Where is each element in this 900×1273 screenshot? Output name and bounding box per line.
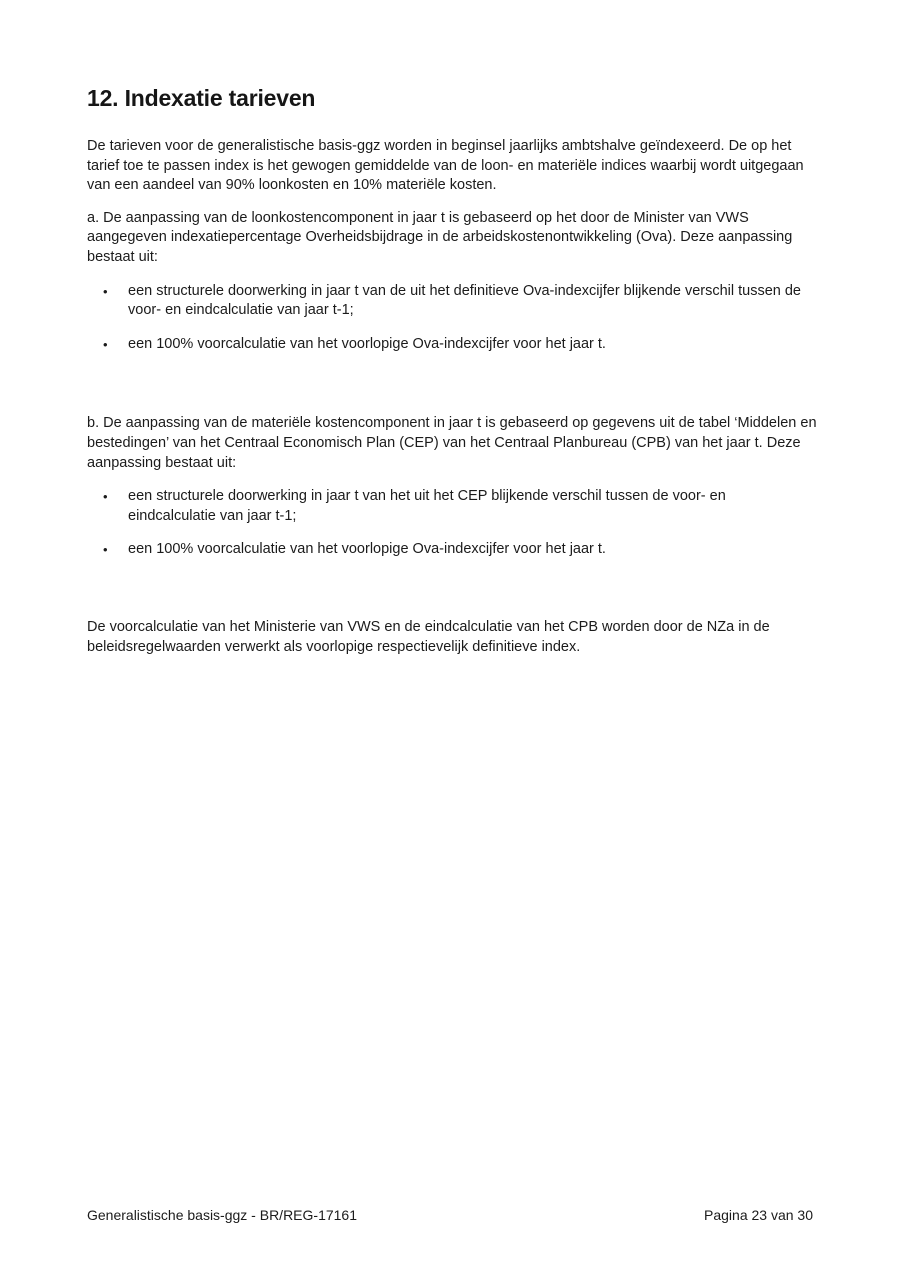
bullet-text: een 100% voorcalculatie van het voorlopige Ova-indexcijfer voor het jaar t. [128, 335, 606, 352]
bullet-dot-icon: • [103, 336, 108, 352]
section-b-lead-paragraph: b. De aanpassing van de materiële kostencomponent in jaar t is gebaseerd op gegevens uit de tabel ‘Middelen en bestedingen’ van het Centraal Economisch Plan (CEP) van het Centraal Planbureau (CPB) van het jaar t. Deze aanpassing bestaat uit: [87, 415, 817, 471]
section-b-bullet-list [87, 487, 817, 560]
footer-page-number: Pagina 23 van 30 [704, 1207, 813, 1223]
bullet-text: een structurele doorwerking in jaar t van het uit het CEP blijkende verschil tussen de voor- en eindcalculatie van jaar t-1; [128, 488, 726, 524]
section-a-bullet-1 [87, 282, 817, 321]
chapter-heading: 12. Indexatie tarieven [87, 85, 316, 111]
section-a-bullet-2 [87, 335, 817, 355]
intro-paragraph: De tarieven voor de generalistische basis-ggz worden in beginsel jaarlijks ambtshalve geïndexeerd. De op het tarief toe te passen index is het gewogen gemiddelde van de loon- en materiële indices waarbij wordt uitgegaan van een aandeel van 90% loonkosten en 10% materiële kosten. [87, 138, 804, 194]
document-body [87, 0, 817, 657]
footer-document-id: Generalistische basis-ggz - BR/REG-17161 [87, 1207, 358, 1223]
bullet-dot-icon: • [103, 283, 108, 299]
section-b-bullet-2 [87, 540, 817, 560]
bullet-dot-icon: • [103, 489, 108, 505]
closing-paragraph: De voorcalculatie van het Ministerie van VWS en de eindcalculatie van het CPB worden door de NZa in de beleidsregelwaarden verwerkt als voorlopige respectievelijk definitieve index. [87, 618, 770, 655]
bullet-text: een 100% voorcalculatie van het voorlopige Ova-indexcijfer voor het jaar t. [128, 541, 606, 558]
page-footer [87, 1206, 813, 1224]
bullet-text: een structurele doorwerking in jaar t van de uit het definitieve Ova-indexcijfer blijkende verschil tussen de voor- en eindcalculatie van jaar t-1; [128, 282, 801, 319]
bullet-dot-icon: • [103, 542, 108, 558]
section-b-bullet-1 [87, 487, 817, 526]
section-a-bullet-list [87, 282, 817, 355]
section-a-lead-paragraph: a. De aanpassing van de loonkostencomponent in jaar t is gebaseerd op het door de Minister van VWS aangegeven indexatiepercentage Overheidsbijdrage in de arbeidskostenontwikkeling (Ova). Deze aanpassing bestaat uit: [87, 209, 793, 265]
